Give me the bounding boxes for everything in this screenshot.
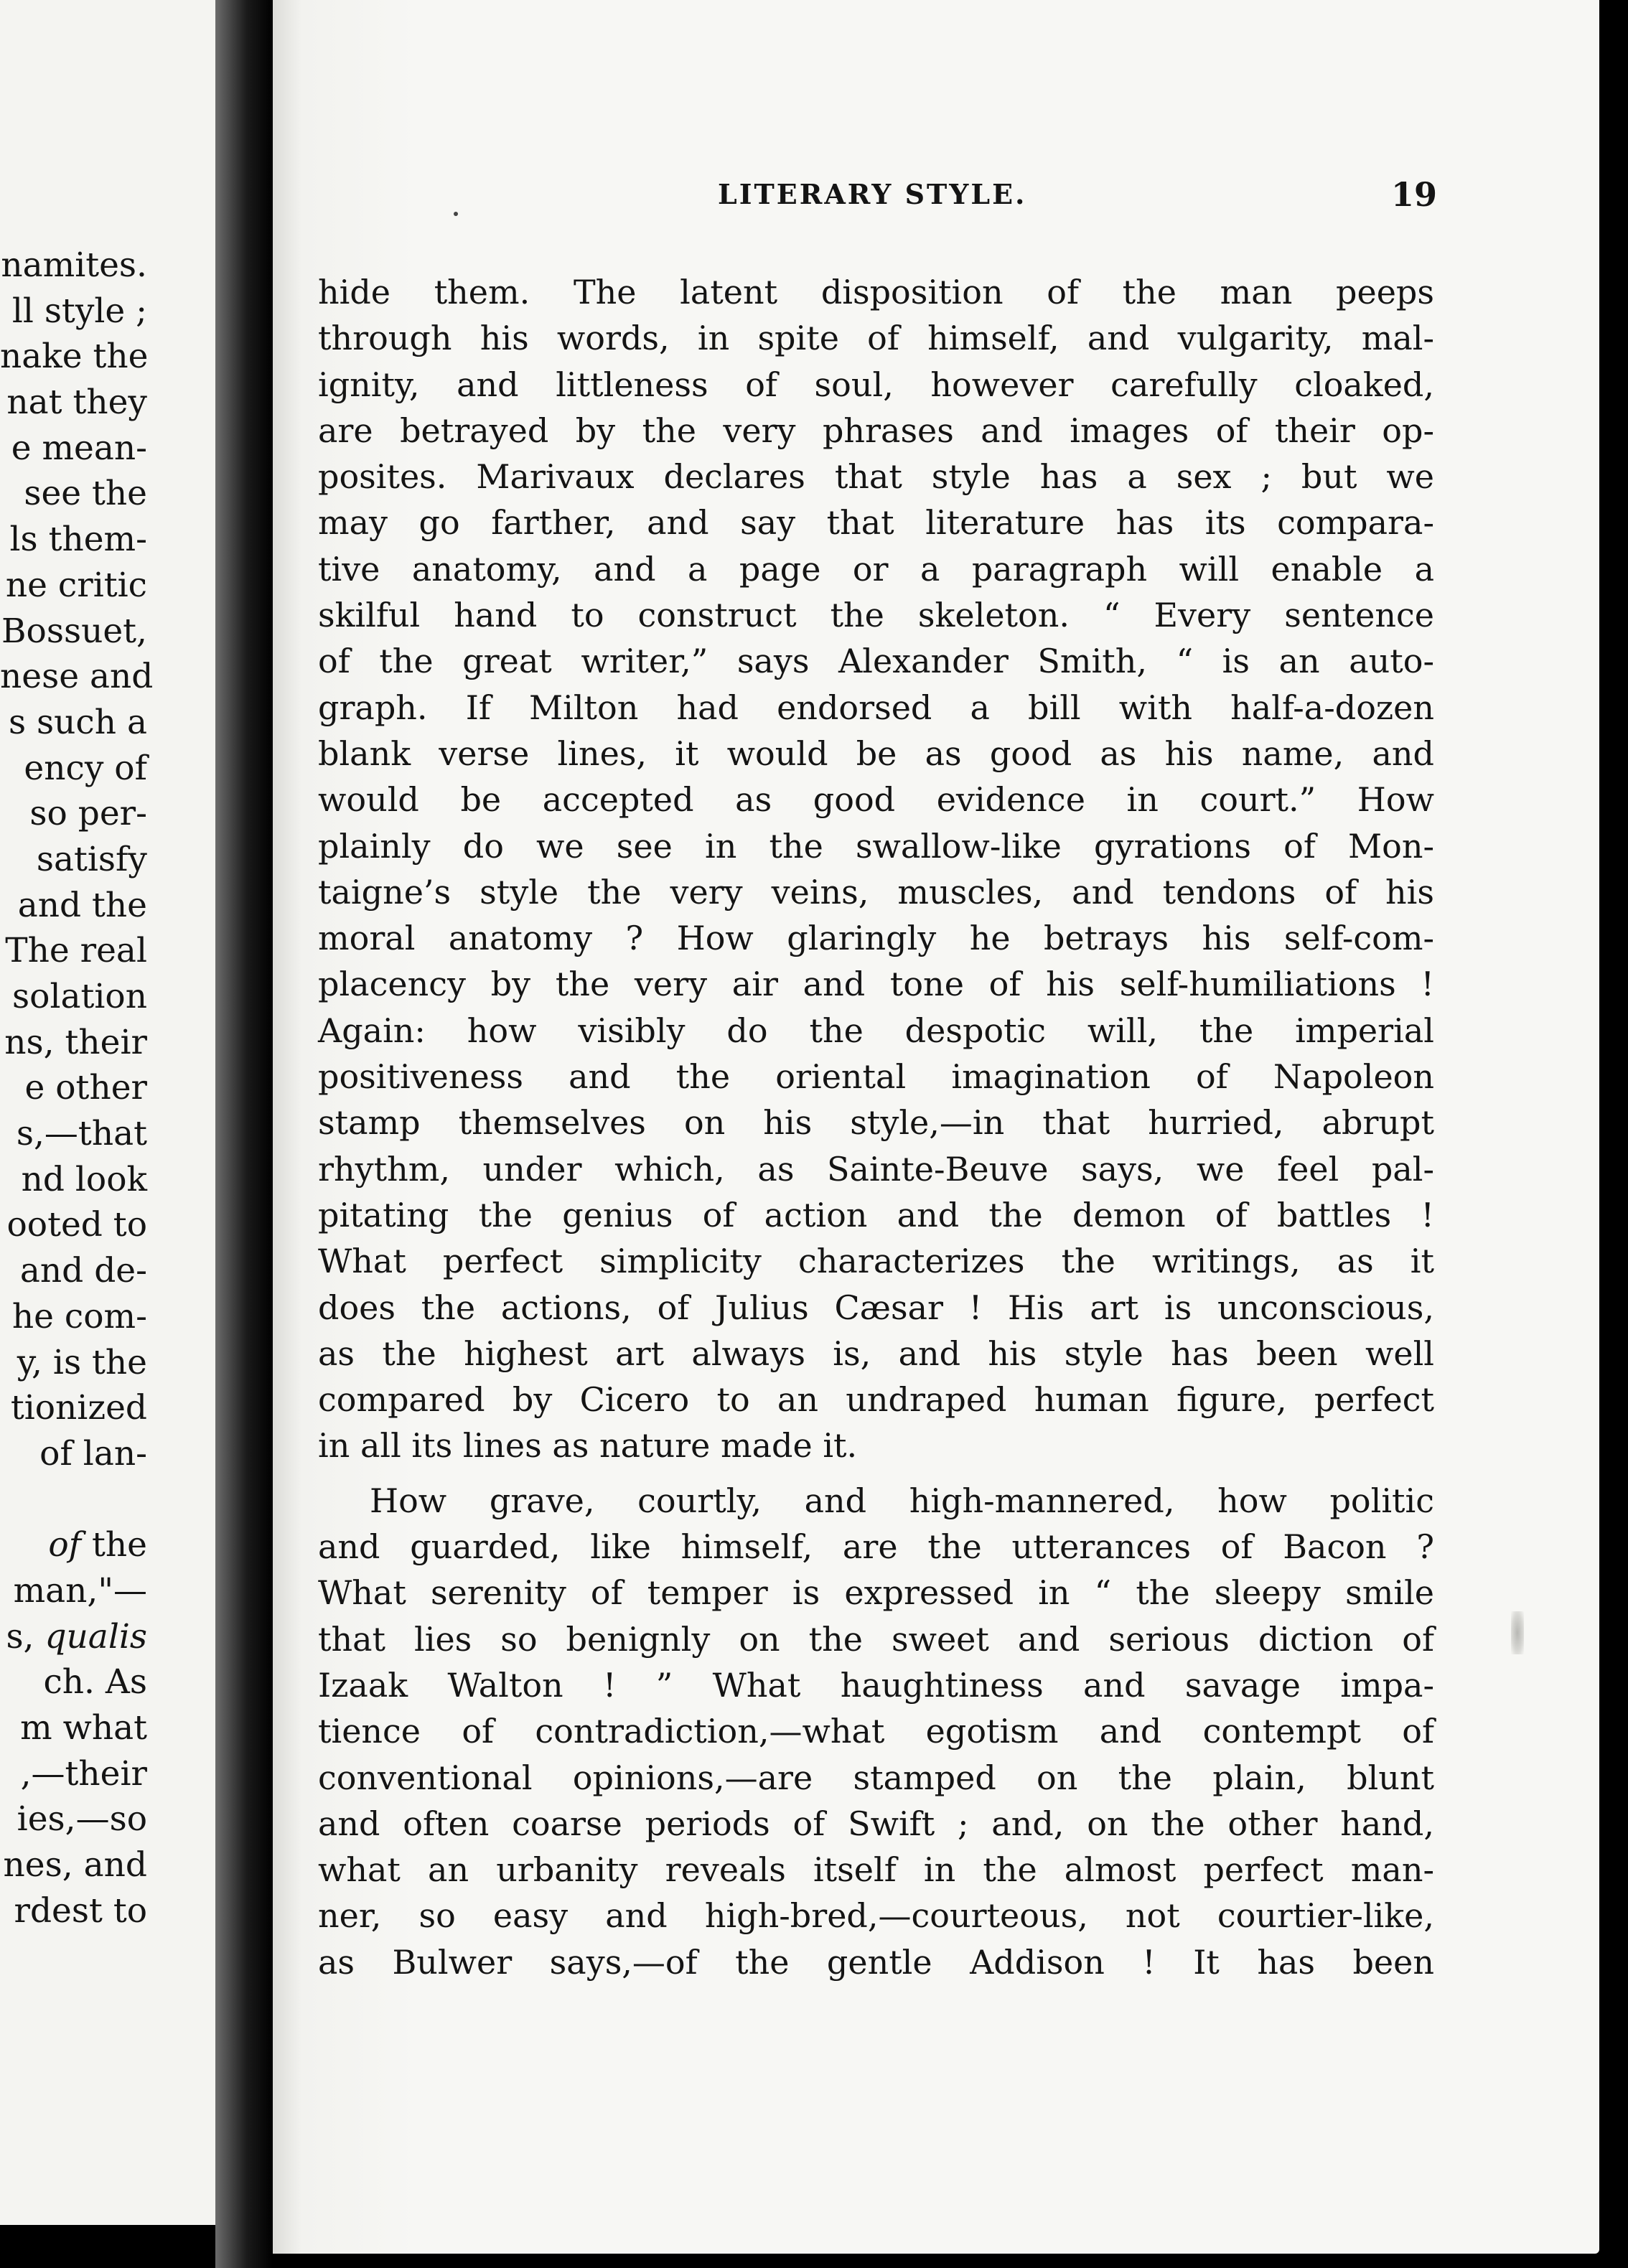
- paragraph-line: hide them. The latent disposition of the man peeps: [318, 273, 1434, 311]
- fragment-line: solation: [12, 977, 147, 1016]
- paragraph-line: in all its lines as nature made it.: [318, 1426, 858, 1466]
- gutter-shadow: [215, 0, 273, 2268]
- fragment-line: ll style ;: [11, 291, 147, 331]
- paragraph-1: [318, 269, 1434, 1469]
- fragment-line: m what: [20, 1708, 147, 1748]
- running-head: LITERARY STYLE.: [718, 178, 1027, 210]
- paragraph-line: and guarded, like himself, are the utterances of Bacon ?: [318, 1527, 1434, 1567]
- paragraph-line: through his words, in spite of himself, and vulgarity, mal-: [318, 319, 1434, 358]
- paragraph-line: tive anatomy, and a page or a paragraph will enable a: [318, 549, 1434, 589]
- ink-speck: [454, 212, 458, 216]
- paragraph-line: stamp themselves on his style,—in that hurried, abrupt: [318, 1103, 1434, 1143]
- fragment-line: satisfy: [36, 839, 147, 879]
- paragraph-line: what an urbanity reveals itself in the almost perfect man-: [318, 1850, 1434, 1890]
- fragment-line: nes, and: [3, 1845, 147, 1885]
- paragraph-line: positiveness and the oriental imagination of Napoleon: [318, 1057, 1434, 1097]
- fragment-line: ency of: [24, 748, 147, 788]
- fragment-line: ls them-: [9, 520, 147, 560]
- paper-blemish: [1511, 1611, 1524, 1654]
- fragment-line: see the: [24, 474, 147, 514]
- fragment-line: so per-: [29, 794, 147, 834]
- fragment-line: Bossuet,: [1, 611, 147, 651]
- fragment-line: rdest to: [14, 1890, 147, 1931]
- fragment-line: nese and: [0, 657, 154, 697]
- paragraph-line: and often coarse periods of Swift ; and, on the other hand,: [318, 1804, 1434, 1843]
- fragment-line: nake the: [0, 337, 149, 377]
- paragraph-line: tience of contradiction,—what egotism and contempt of: [318, 1712, 1434, 1751]
- fragment-line: nat they: [6, 383, 147, 423]
- paragraph-line: placency by the very air and tone of his self-humiliations !: [318, 965, 1434, 1004]
- paragraph-line: may go farther, and say that literature has its compara-: [318, 503, 1434, 543]
- fragment-line: of the: [48, 1525, 147, 1565]
- fragment-line: nd look: [21, 1159, 147, 1199]
- paragraph-line: taigne’s style the very veins, muscles, and tendons of his: [318, 872, 1434, 912]
- fragment-line: and the: [17, 885, 147, 925]
- paragraph-line: Izaak Walton ! ” What haughtiness and savage impa-: [318, 1665, 1434, 1705]
- paragraph-line: graph. If Milton had endorsed a bill with half-a-dozen: [318, 688, 1434, 727]
- paragraph-line: What serenity of temper is expressed in “ the sleepy smile: [318, 1573, 1434, 1613]
- paragraph-line: of the great writer,” says Alexander Smith, “ is an auto-: [318, 642, 1434, 681]
- paragraph-line: as Bulwer says,—of the gentle Addison ! It has been: [318, 1942, 1434, 1982]
- paragraph-line: posites. Marivaux declares that style has a sex ; but we: [318, 457, 1434, 497]
- fragment-line: ns, their: [4, 1022, 147, 1062]
- fragment-line: namites.: [1, 245, 147, 285]
- fragment-line: s such a: [8, 702, 147, 742]
- paragraph-line: compared by Cicero to an undraped human figure, perfect: [318, 1380, 1434, 1420]
- paragraph-2: [318, 1478, 1434, 1985]
- fragment-line: e mean-: [11, 428, 147, 468]
- paragraph-line: as the highest art always is, and his style has been well: [318, 1334, 1434, 1373]
- fragment-line: ,—their: [20, 1753, 147, 1794]
- paragraph-line: skilful hand to construct the skeleton. “ Every sentence: [318, 596, 1434, 635]
- paragraph-line: pitating the genius of action and the demon of battles !: [318, 1195, 1434, 1234]
- previous-page-fragment: [0, 0, 215, 2225]
- paragraph-line: would be accepted as good evidence in court.” How: [318, 780, 1434, 820]
- fragment-line: y, is the: [17, 1342, 147, 1382]
- paragraph-line: moral anatomy ? How glaringly he betrays his self-com-: [318, 919, 1434, 958]
- fragment-line: ooted to: [6, 1205, 147, 1245]
- paragraph-line: plainly do we see in the swallow-like gyrations of Mon-: [318, 826, 1434, 866]
- fragment-line: and de-: [19, 1251, 147, 1291]
- fragment-line: e other: [24, 1068, 147, 1108]
- paragraph-line: blank verse lines, it would be as good as his name, and: [318, 734, 1434, 773]
- page-edge-shadow: [1599, 0, 1628, 2268]
- fragment-line: he com-: [11, 1296, 147, 1336]
- paragraph-line: ignity, and littleness of soul, however carefully cloaked,: [318, 365, 1434, 404]
- paragraph-line: conventional opinions,—are stamped on the plain, blunt: [318, 1758, 1434, 1797]
- fragment-line: tionized: [10, 1388, 147, 1428]
- body-text: [318, 269, 1434, 1985]
- fragment-line: s,—that: [16, 1114, 147, 1154]
- previous-page-text: [0, 243, 154, 1934]
- fragment-line: of lan-: [39, 1433, 147, 1473]
- fragment-line: ies,—so: [17, 1799, 147, 1840]
- paragraph-line: rhythm, under which, as Sainte-Beuve says, we feel pal-: [318, 1149, 1434, 1189]
- paragraph-line: does the actions, of Julius Cæsar ! His art is unconscious,: [318, 1288, 1434, 1327]
- fragment-line: [0, 1477, 147, 1523]
- fragment-line: ne critic: [5, 565, 147, 605]
- paragraph-line: How grave, courtly, and high-mannered, how politic: [370, 1481, 1434, 1520]
- paragraph-line: Again: how visibly do the despotic will, the imperial: [318, 1011, 1434, 1050]
- fragment-line: The real: [5, 931, 147, 971]
- paragraph-line: that lies so benignly on the sweet and serious diction of: [318, 1619, 1434, 1659]
- paragraph-line: ner, so easy and high-bred,—courteous, not courtier-like,: [318, 1896, 1434, 1936]
- fragment-line: s, qualis: [6, 1616, 147, 1657]
- paragraph-line: What perfect simplicity characterizes the writings, as it: [318, 1242, 1434, 1281]
- fragment-line: ch. As: [43, 1662, 147, 1702]
- paragraph-line: are betrayed by the very phrases and images of their op-: [318, 411, 1434, 450]
- page-number: 19: [1391, 175, 1438, 214]
- fragment-line: man,"—: [13, 1570, 147, 1611]
